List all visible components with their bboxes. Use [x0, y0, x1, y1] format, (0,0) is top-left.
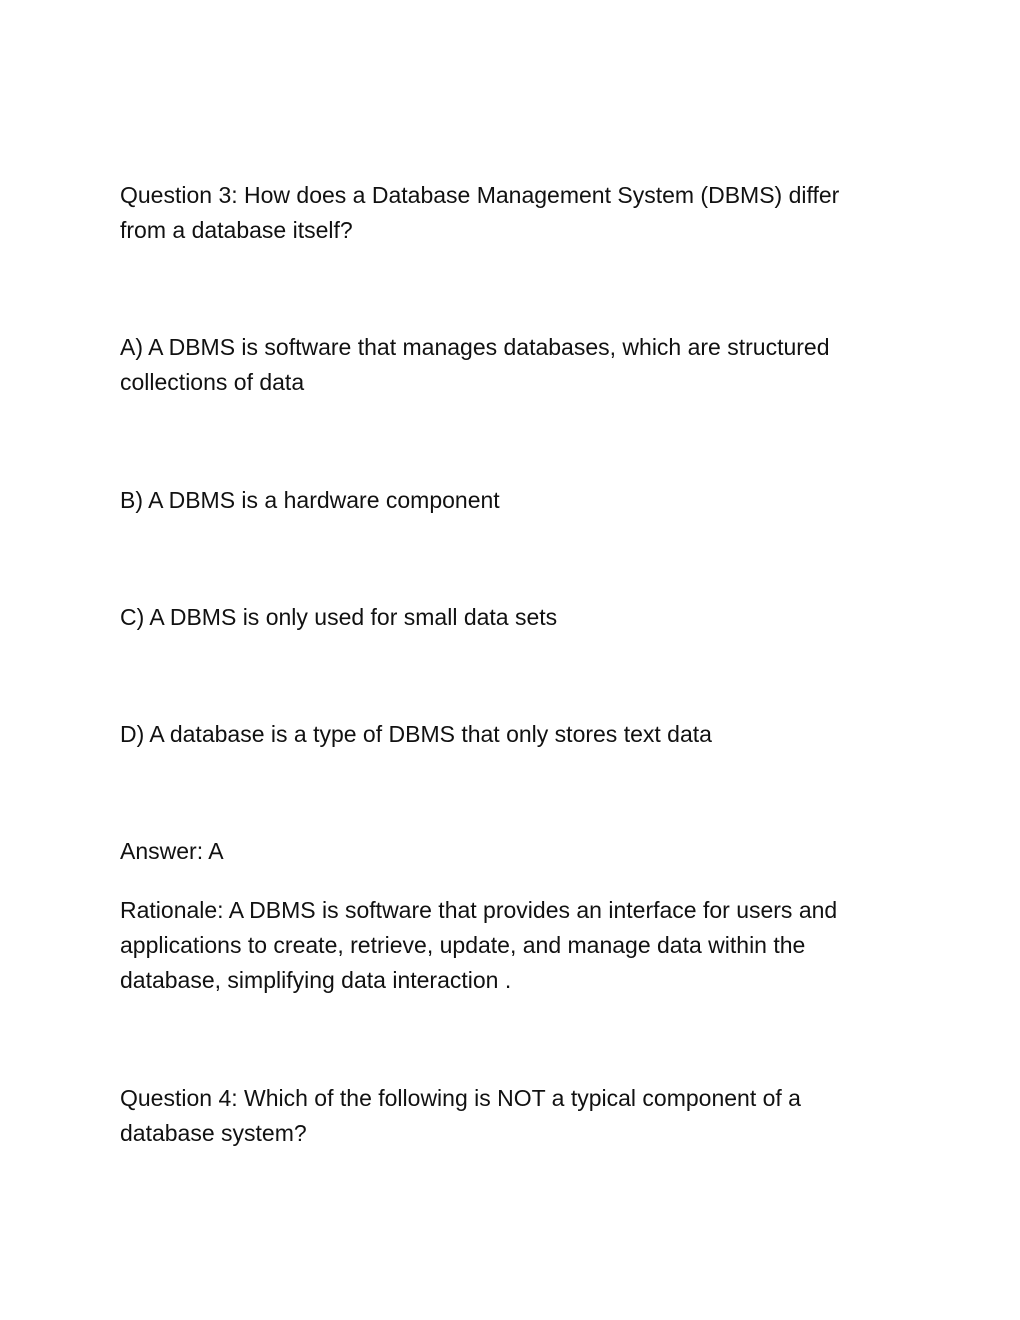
- option-d-line: D) A database is a type of DBMS that only stores text data: [120, 721, 712, 747]
- rationale-line: applications to create, retrieve, update, and manage data within the: [120, 932, 806, 958]
- option-a-line: collections of data: [120, 369, 305, 395]
- answer-line: [120, 834, 910, 869]
- rationale-line: database, simplifying data interaction .: [120, 967, 512, 993]
- rationale-line: Rationale: A DBMS is software that provides an interface for users and: [120, 897, 838, 923]
- rationale: [120, 893, 910, 998]
- option-c: [120, 600, 910, 635]
- option-b: [120, 483, 910, 518]
- question-3-prompt: [120, 178, 910, 248]
- answer-text: Answer: A: [120, 838, 224, 864]
- option-c-line: C) A DBMS is only used for small data sets: [120, 604, 558, 630]
- option-b-line: B) A DBMS is a hardware component: [120, 487, 500, 513]
- question-4-prompt: [120, 1081, 910, 1151]
- option-a-line: A) A DBMS is software that manages databases, which are structured: [120, 334, 830, 360]
- question-3-prompt-line: Question 3: How does a Database Management System (DBMS) differ: [120, 182, 840, 208]
- option-d: [120, 717, 910, 752]
- option-a: [120, 330, 910, 400]
- question-4-prompt-line: database system?: [120, 1120, 307, 1146]
- question-3-prompt-line: from a database itself?: [120, 217, 353, 243]
- question-4-prompt-line: Question 4: Which of the following is NOT a typical component of a: [120, 1085, 801, 1111]
